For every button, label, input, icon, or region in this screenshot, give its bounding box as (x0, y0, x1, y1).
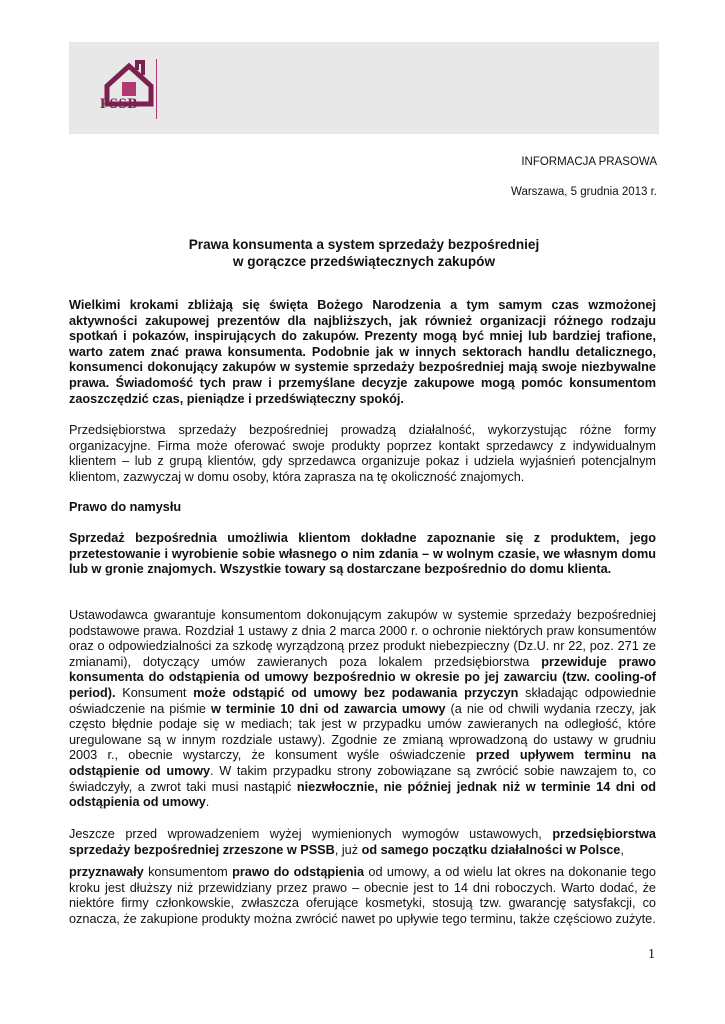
page-number: 1 (648, 947, 655, 962)
header-band (69, 42, 659, 134)
bold-phrase: w terminie 10 dni od zawarcia umowy (210, 701, 446, 716)
bold-phrase: może odstąpić od umowy bez podawania przyczyn (193, 685, 519, 700)
withdrawal-rights-paragraph: przyznawały konsumentom prawo do odstąpienia od umowy, a od wielu lat okres na dokonanie tego kroku jest dłuższy niż przewidziany przez prawo – obecnie jest to 14 dni roboczych. Warto dodać, że niektóre firmy członkowskie, zwłaszcza oferujące kosmetyki, stosują tzw. gwarancję satysfakcji, co oznacza, że zakupione produkty można zwrócić nawet po upływie tego terminu, także częściowo zużyte. (69, 865, 656, 926)
logo-divider (156, 59, 157, 119)
legislation-paragraph: Ustawodawca gwarantuje konsumentom dokonującym zakupów w systemie sprzedaży bezpośredniej podstawowe prawa. Rozdział 1 ustawy z dnia 2 marca 2000 r. o ochronie niektórych praw konsumentów oraz o odpowiedzialności za szkodę wyrządzoną przez produkt niebezpieczny (Dz.U. nr 22, poz. 271 ze zmianami), dotyczący umów zawieranych poza lokalem przedsiębiorstwa przewiduje prawo konsumenta do odstąpienia od umowy bezpośrednio w okresie po jej zawarciu (tzw. cooling-of period). Konsument może odstąpić od umowy bez podawania przyczyn składając odpowiednie oświadczenie na piśmie w terminie 10 dni od zawarcia umowy (a nie od chwili wydania rzeczy, jak często błędnie podaje się w mediach; tak jest w przypadku umów zawieranych na odległość, które uregulowane są w innym rozdziale ustawy). Zgodnie ze zmianą wprowadzoną do ustawy w grudniu 2003 r., obecnie wystarczy, że konsument wyśle oświadczenie przed upływem terminu na odstąpienie od umowy. W takim przypadku strony zobowiązane są zwrócić sobie nawzajem to, co świadczyły, a zwrot taki musi nastąpić niezwłocznie, nie później jednak niż w terminie 14 dni od odstąpienia od umowy. (69, 608, 656, 810)
document-title (69, 236, 659, 270)
logo-text: PSSB (100, 96, 138, 112)
press-release-label: INFORMACJA PRASOWA (521, 156, 657, 168)
bold-phrase: od samego początku działalności w Polsce (361, 842, 621, 857)
title-line-2: w gorączce przedświątecznych zakupów (232, 254, 496, 269)
section-heading: Prawo do namysłu (69, 500, 182, 514)
title-line-1: Prawa konsumenta a system sprzedaży bezpośredniej (188, 237, 540, 252)
bold-phrase: przedsiębiorstwa sprzedaży bezpośredniej zrzeszone w PSSB (69, 827, 656, 857)
bold-phrase: przyznawały (69, 865, 144, 879)
bold-phrase: przewiduje prawo konsumenta do odstąpienia od umowy bezpośrednio w okresie po jej zawarciu (tzw. cooling-of period). (69, 654, 656, 700)
bold-phrase: przed upływem terminu na odstąpienie od umowy (69, 748, 656, 778)
pssb-paragraph: Jeszcze przed wprowadzeniem wyżej wymienionych wymogów ustawowych, przedsiębiorstwa sprzedaży bezpośredniej zrzeszone w PSSB, już od samego początku działalności w Polsce, (69, 827, 656, 857)
bold-phrase: prawo do odstąpienia (232, 865, 365, 879)
bold-phrase: niezwłocznie, nie później jednak niż w terminie 14 dni od odstąpienia od umowy (69, 779, 656, 810)
lead-paragraph: Wielkimi krokami zbliżają się święta Bożego Narodzenia a tym samym czas wzmożonej aktywności zakupowej prezentów dla najbliższych, jak również organizacji różnego rodzaju spotkań i pokazów, inspirujących do zakupów. Prezenty mogą być mniej lub bardziej trafione, warto zatem znać prawa konsumenta. Podobnie jak w innych sektorach handlu detalicznego, konsumenci dokonujący zakupów w systemie sprzedaży bezpośredniej mają swoje niezbywalne prawa. Świadomość tych praw i przemyślane decyzje zakupowe mogą pomóc konsumentom zaoszczędzić czas, pieniądze i przedświąteczny spokój. (69, 298, 656, 406)
dateline: Warszawa, 5 grudnia 2013 r. (511, 186, 657, 198)
organization-paragraph: Przedsiębiorstwa sprzedaży bezpośredniej prowadzą działalność, wykorzystując różne formy organizacyjne. Firma może oferować swoje produkty poprzez kontakt sprzedawcy z indywidualnym klientem – lub z grupą klientów, gdy sprzedawca organizuje pokaz i udziela wyjaśnień potencjalnym klientom, zazwyczaj w domu osoby, która zaprasza na tę okoliczność znajomych. (69, 423, 656, 484)
direct-sales-paragraph: Sprzedaż bezpośrednia umożliwia klientom dokładne zapoznanie się z produktem, jego przetestowanie i wyrobienie sobie własnego o nim zdania – w wolnym czasie, we własnym domu lub w gronie znajomych. Wszystkie towary są dostarczane bezpośrednio do domu klienta. (69, 531, 656, 577)
